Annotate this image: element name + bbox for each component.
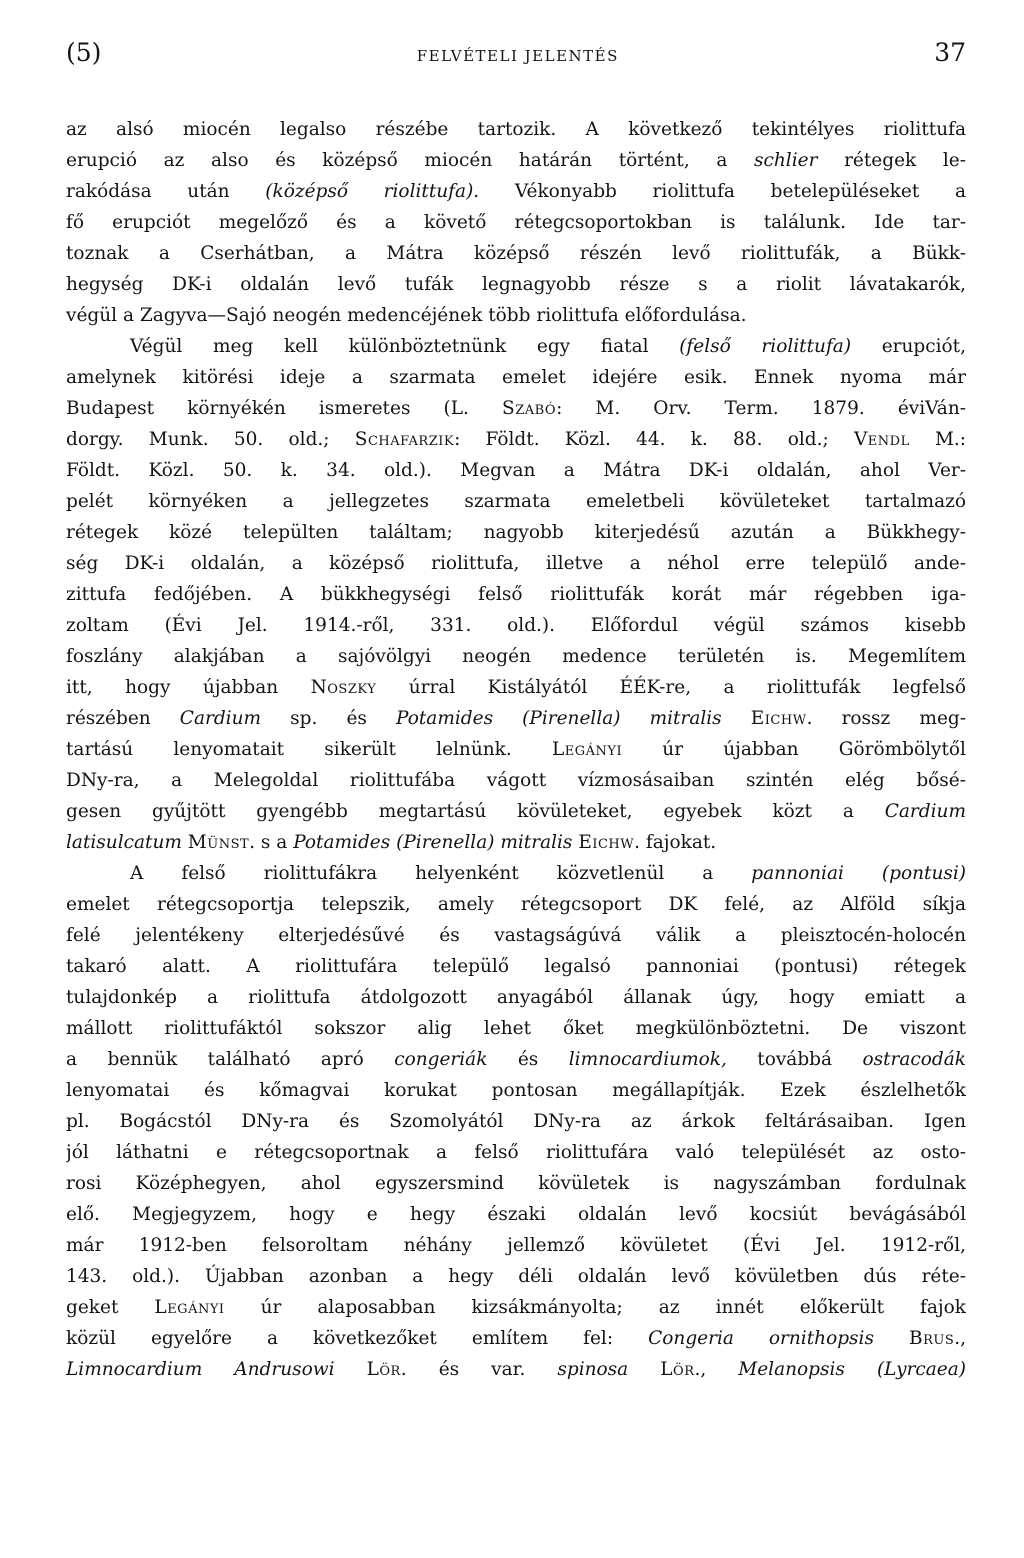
author-name: Lör	[366, 1359, 401, 1380]
text-run: pl. Bogácstól DNy-ra és Szomolyától DNy-ra az árkok feltárásaiban. Igen	[66, 1111, 966, 1132]
text-run: takaró alatt. A riolittufára települő legalsó pannoniai (pontusi) rétegek	[66, 956, 966, 977]
author-name: Münst	[187, 832, 250, 853]
text-run: tulajdonkép a riolittufa átdolgozott anyagából állanak úgy, hogy emiatt a	[66, 987, 966, 1008]
text-run: végül a Zagyva—Sajó neogén medencéjének több riolittufa előfordulása.	[66, 305, 747, 326]
text-run: A felső riolittufákra helyenként közvetlenül a	[130, 863, 752, 884]
text-line	[66, 269, 966, 300]
text-run: zoltam (Évi Jel. 1914.-ről, 331. old.). Előfordul végül számos kisebb	[66, 615, 966, 636]
text-line	[66, 207, 966, 238]
text-run: tartású lenyomatait sikerült lelnünk.	[66, 739, 552, 760]
text-line	[66, 424, 966, 455]
text-line	[66, 362, 966, 393]
italic-term: schlier	[754, 150, 818, 171]
text-run: fő erupciót megelőző és a követő rétegcsoportokban is találunk. Ide tar-	[66, 212, 966, 233]
italic-term: Melanopsis (Lyrcaea)	[738, 1359, 966, 1380]
text-run: Földt. Közl. 50. k. 34. old.). Megvan a Mátra DK-i oldalán, ahol Ver-	[66, 460, 966, 481]
author-name: Eichw	[750, 708, 807, 729]
text-run: . és var.	[400, 1359, 558, 1380]
text-run	[874, 1328, 909, 1349]
text-line	[66, 1261, 966, 1292]
text-run: dorgy. Munk. 50. old.;	[66, 429, 355, 450]
text-run: DNy-ra, a Melegoldal riolittufába vágott vízmosásaiban szintén elég bősé-	[66, 770, 966, 791]
author-name: Eichw	[578, 832, 635, 853]
text-run: lenyomatai és kőmagvai korukat pontosan megállapítják. Ezek észlelhetők	[66, 1080, 966, 1101]
text-run: zittufa fedőjében. A bükkhegységi felső riolittufák korát már régebben iga-	[66, 584, 966, 605]
text-run: .,	[954, 1328, 966, 1349]
page-header	[66, 38, 966, 82]
text-line	[66, 765, 966, 796]
text-line	[66, 703, 966, 734]
text-run: erupció az also és középső miocén határán történt, a	[66, 150, 755, 171]
text-line	[66, 1106, 966, 1137]
author-name: Vendl	[853, 429, 910, 450]
text-run: jól láthatni e rétegcsoportnak a felső riolittufára való települését az osto-	[66, 1142, 966, 1163]
text-run: gesen gyűjtött gyengébb megtartású kövületeket, egyebek közt a	[66, 801, 885, 822]
text-line	[66, 145, 966, 176]
text-run: foszlány alakjában a sajóvölgyi neogén medence területén is. Megemlítem	[66, 646, 966, 667]
text-line	[66, 548, 966, 579]
text-line	[66, 858, 966, 889]
section-number: (5)	[66, 38, 102, 67]
text-run: emelet rétegcsoportja telepszik, amely rétegcsoport DK felé, az Alföld síkja	[66, 894, 966, 915]
text-run: már 1912-ben felsoroltam néhány jellemző kövületet (Évi Jel. 1912-ről,	[66, 1235, 966, 1256]
text-line	[66, 641, 966, 672]
running-title: FELVÉTELI JELENTÉS	[416, 47, 619, 65]
author-name: Lör	[660, 1359, 695, 1380]
text-run: M.:	[909, 429, 966, 450]
text-run: és	[487, 1049, 569, 1070]
text-run: : Földt. Közl. 44. k. 88. old.;	[454, 429, 854, 450]
text-run: geket	[66, 1297, 155, 1318]
page-number: 37	[934, 38, 966, 67]
body-text	[66, 114, 966, 1385]
text-line	[66, 238, 966, 269]
italic-term: spinosa	[557, 1359, 629, 1380]
author-name: Legányi	[551, 739, 623, 760]
text-line	[66, 300, 966, 331]
italic-term: limnocardiumok,	[568, 1049, 727, 1070]
text-line	[66, 1199, 966, 1230]
text-run: . fajokat.	[634, 832, 717, 853]
text-run: hegység DK-i oldalán levő tufák legnagyobb része s a riolit lávatakarók,	[66, 274, 966, 295]
author-name: Brus	[908, 1328, 955, 1349]
text-run: rakódása után	[66, 181, 266, 202]
text-run: . s a	[249, 832, 294, 853]
text-run	[335, 1359, 367, 1380]
text-run: Vékonyabb riolittufa betelepüléseket a	[479, 181, 966, 202]
text-run: itt, hogy újabban	[66, 677, 311, 698]
text-line	[66, 920, 966, 951]
text-line	[66, 517, 966, 548]
author-name: Schafarzik	[354, 429, 455, 450]
text-line	[66, 1013, 966, 1044]
text-run: elő. Megjegyzem, hogy e hegy északi oldalán levő kocsiút bevágásából	[66, 1204, 966, 1225]
text-run: .,	[694, 1359, 739, 1380]
text-run: rétegek le-	[817, 150, 966, 171]
text-run: úrral Kistályától ÉÉK-re, a riolittufák legfelső	[376, 677, 966, 698]
italic-term: (felső riolittufa)	[679, 336, 852, 357]
text-run	[628, 1359, 660, 1380]
text-run: Budapest környékén ismeretes (L.	[66, 398, 503, 419]
text-line	[66, 610, 966, 641]
text-line	[66, 176, 966, 207]
text-run: mállott riolittufáktól sokszor alig lehet őket megkülönböztetni. De viszont	[66, 1018, 966, 1039]
text-run: továbbá	[726, 1049, 863, 1070]
text-run: amelynek kitörési ideje a szarmata emelet idejére esik. Ennek nyoma már	[66, 367, 966, 388]
italic-term: Congeria ornithopsis	[648, 1328, 874, 1349]
text-line	[66, 331, 966, 362]
text-run: az alsó miocén legalso részébe tartozik. A következő tekintélyes riolittufa	[66, 119, 966, 140]
text-line	[66, 982, 966, 1013]
italic-term: Potamides (Pirenella) mitralis	[293, 832, 573, 853]
text-run: rétegek közé települten találtam; nagyobb kiterjedésű azután a Bükkhegy-	[66, 522, 966, 543]
author-name: Noszky	[310, 677, 377, 698]
text-run: 143. old.). Újabban azonban a hegy déli oldalán levő kövületben dús réte-	[66, 1266, 966, 1287]
text-line	[66, 1354, 966, 1385]
text-run: Végül meg kell különböztetnünk egy fiatal	[130, 336, 680, 357]
text-run: úr újabban Görömbölytől	[622, 739, 966, 760]
text-line	[66, 1044, 966, 1075]
text-run: pelét környéken a jellegzetes szarmata emeletbeli kövületeket tartalmazó	[66, 491, 966, 512]
text-line	[66, 393, 966, 424]
text-line	[66, 889, 966, 920]
text-line	[66, 1137, 966, 1168]
text-run	[722, 708, 751, 729]
text-line	[66, 579, 966, 610]
italic-term: ostracodák	[862, 1049, 966, 1070]
italic-term: Limnocardium Andrusowi	[66, 1359, 335, 1380]
text-run: úr alaposabban kizsákmányolta; az innét előkerült fajok	[224, 1297, 966, 1318]
author-name: Szabó	[502, 398, 557, 419]
text-line	[66, 796, 966, 827]
italic-term: Cardium	[179, 708, 262, 729]
text-line	[66, 1230, 966, 1261]
text-line	[66, 1323, 966, 1354]
text-line	[66, 114, 966, 145]
text-run: toznak a Cserhátban, a Mátra középső részén levő riolittufák, a Bükk-	[66, 243, 966, 264]
text-line	[66, 1168, 966, 1199]
italic-term: congeriák	[394, 1049, 488, 1070]
text-line	[66, 1292, 966, 1323]
italic-term: latisulcatum	[66, 832, 182, 853]
text-line	[66, 455, 966, 486]
text-line	[66, 486, 966, 517]
text-line	[66, 827, 966, 858]
italic-term: (középső riolittufa).	[265, 181, 480, 202]
italic-term: Cardium	[884, 801, 966, 822]
italic-term: pannoniai (pontusi)	[751, 863, 966, 884]
text-run: részében	[66, 708, 180, 729]
text-line	[66, 951, 966, 982]
author-name: Legányi	[154, 1297, 225, 1318]
text-run: felé jelentékeny elterjedésűvé és vastagságúvá válik a pleisztocén-holocén	[66, 925, 966, 946]
text-line	[66, 672, 966, 703]
text-run: ség DK-i oldalán, a középső riolittufa, illetve a néhol erre települő ande-	[66, 553, 966, 574]
text-run: . rossz meg-	[806, 708, 966, 729]
text-line	[66, 1075, 966, 1106]
text-run: : M. Orv. Term. 1879. éviVán-	[556, 398, 966, 419]
text-run: közül egyelőre a következőket említem fel:	[66, 1328, 649, 1349]
text-line	[66, 734, 966, 765]
text-run: rosi Középhegyen, ahol egyszersmind kövületek is nagyszámban fordulnak	[66, 1173, 966, 1194]
text-run: erupciót,	[851, 336, 966, 357]
text-run: a bennük található apró	[66, 1049, 395, 1070]
text-run: sp. és	[261, 708, 397, 729]
italic-term: Potamides (Pirenella) mitralis	[396, 708, 722, 729]
